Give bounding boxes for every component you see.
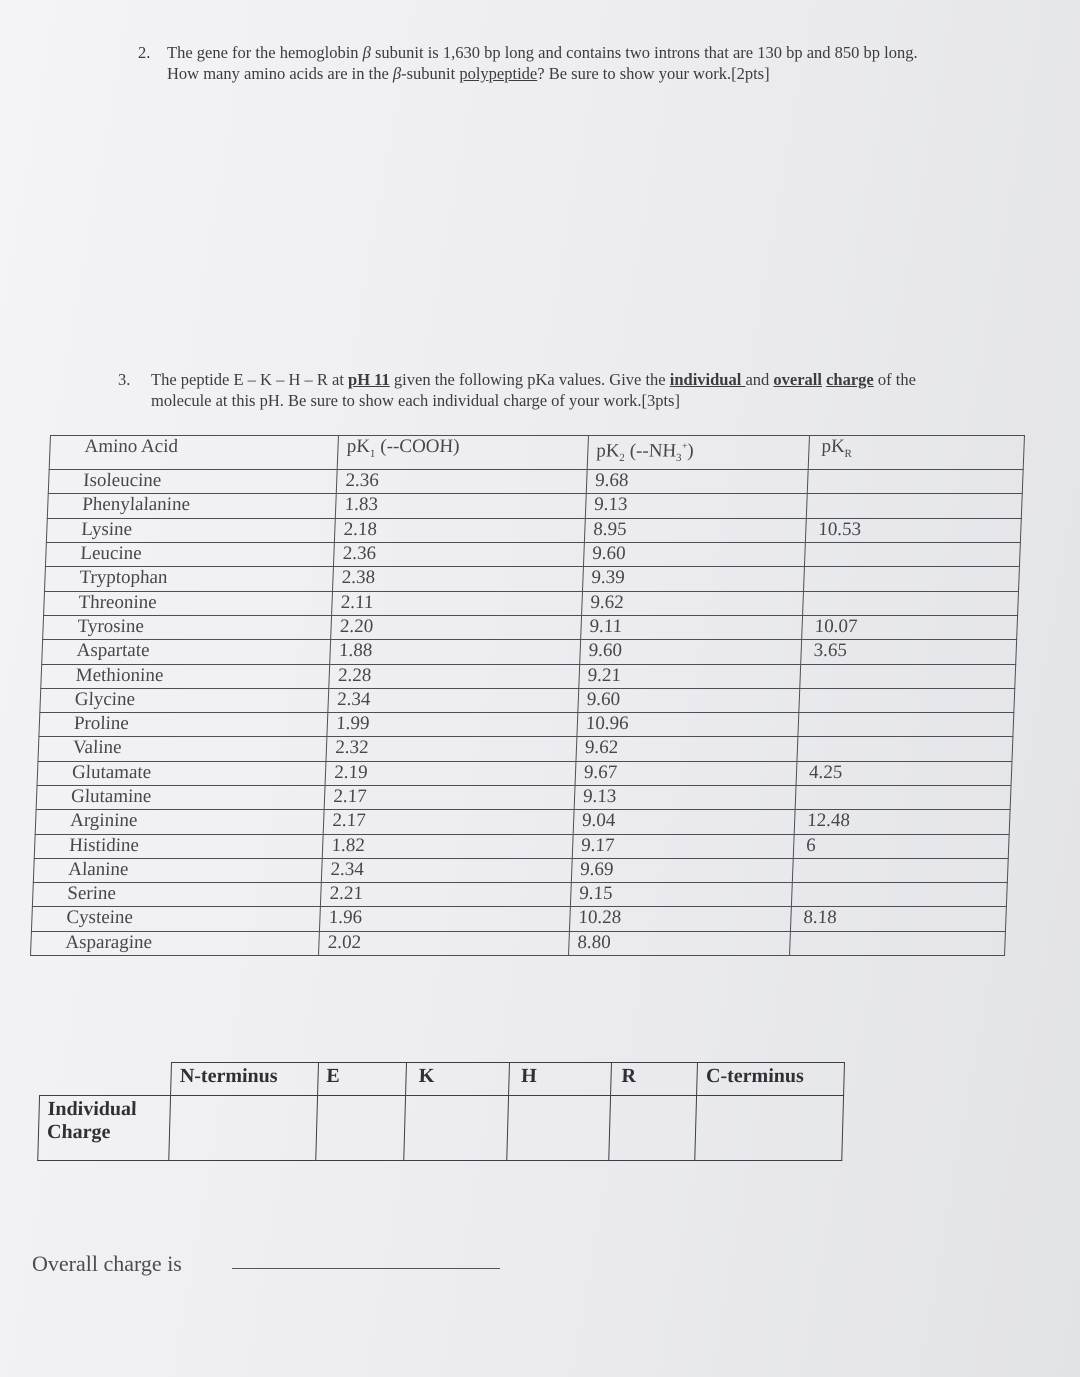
pkr-cell (798, 713, 1014, 737)
table-row (46, 518, 1021, 542)
amino-acid-cell: Arginine (35, 810, 324, 834)
amino-acid-cell: Glutamate (37, 761, 326, 785)
pkr-cell: 3.65 (801, 640, 1017, 664)
amino-acid-cell: Valine (38, 737, 327, 761)
table-row (44, 591, 1019, 615)
table-row (32, 883, 1007, 907)
pk1-cell: 2.28 (329, 664, 580, 688)
pk1-cell: 2.17 (324, 785, 575, 809)
overall-charge-answer-line[interactable] (232, 1268, 500, 1269)
overall-charge-label: Overall charge is (32, 1251, 182, 1276)
pk1-cell: 2.36 (334, 543, 585, 567)
residue-e-header: E (317, 1063, 406, 1096)
amino-acid-cell: Alanine (33, 858, 322, 882)
pk1-cell: 2.17 (323, 810, 574, 834)
pk2-cell: 9.62 (576, 737, 798, 761)
n-terminus-charge-cell[interactable] (169, 1096, 317, 1161)
amino-acid-cell: Lysine (46, 518, 335, 542)
pk2-cell: 9.13 (585, 494, 807, 518)
pkr-cell (790, 931, 1006, 955)
question-3 (118, 369, 978, 411)
amino-acid-cell: Glutamine (36, 785, 325, 809)
pkr-cell: 4.25 (796, 761, 1012, 785)
pk1-cell: 1.88 (330, 640, 581, 664)
pk2-cell: 9.13 (574, 785, 796, 809)
pkr-cell (797, 737, 1013, 761)
amino-acid-cell: Methionine (41, 664, 330, 688)
table-row (40, 688, 1015, 712)
amino-acid-cell: Leucine (45, 543, 334, 567)
pk2-cell: 9.15 (570, 883, 792, 907)
pk1-cell: 2.20 (331, 615, 582, 639)
amino-acid-cell: Phenylalanine (47, 494, 336, 518)
pk1-cell: 1.82 (323, 834, 574, 858)
pkr-cell: 6 (793, 834, 1009, 858)
question-2 (138, 42, 938, 84)
question-text: The gene for the hemoglobin β subunit is 1,630 bp long and contains two introns that are 130 bp and 850 bp long. How many amino acids are in the β-subunit polypeptide? Be sure to show your work.[2pts] (167, 43, 918, 83)
pkr-cell: 12.48 (794, 810, 1010, 834)
pk1-cell: 1.99 (327, 713, 578, 737)
pkr-cell (791, 883, 1007, 907)
question-number: 3. (118, 370, 131, 389)
table-row (38, 737, 1013, 761)
pkr-cell (803, 591, 1019, 615)
table-header-row (49, 436, 1024, 470)
amino-acid-cell: Histidine (34, 834, 323, 858)
question-number: 2. (138, 43, 151, 62)
table-row (34, 834, 1009, 858)
pk2-cell: 8.80 (568, 931, 790, 955)
table-row (43, 615, 1018, 639)
table-row (39, 713, 1014, 737)
residue-k-charge-cell[interactable] (404, 1096, 508, 1161)
amino-acid-cell: Threonine (44, 591, 333, 615)
pk1-cell: 2.34 (322, 858, 573, 882)
amino-acid-cell: Aspartate (42, 640, 331, 664)
pk1-cell: 2.34 (328, 688, 579, 712)
table-row (31, 907, 1006, 931)
table-row (48, 470, 1023, 494)
table-row (36, 785, 1011, 809)
empty-corner-cell (40, 1063, 172, 1096)
table-row (47, 494, 1022, 518)
table-row (42, 640, 1017, 664)
pkr-cell (799, 688, 1015, 712)
pk2-cell: 9.60 (580, 640, 802, 664)
pk2-cell: 9.67 (575, 761, 797, 785)
pk1-cell: 2.32 (326, 737, 577, 761)
pk1-cell: 1.96 (320, 907, 571, 931)
amino-acid-cell: Tryptophan (45, 567, 334, 591)
pka-values-table (30, 435, 1025, 956)
header-pkr: $pK_R$ (808, 436, 1024, 470)
residue-r-charge-cell[interactable] (609, 1096, 697, 1161)
pk1-cell: 2.38 (333, 567, 584, 591)
header-pk1: $pK_1$ (--COOH) (337, 436, 588, 470)
residue-e-charge-cell[interactable] (315, 1096, 405, 1161)
pk1-cell: 2.11 (332, 591, 583, 615)
pkr-cell: 10.53 (805, 518, 1021, 542)
c-terminus-charge-cell[interactable] (695, 1096, 843, 1161)
amino-acid-cell: Serine (32, 883, 321, 907)
question-text: The peptide E – K – H – R at pH 11 given the following pKa values. Give the individual and overall charge of the molecule at this pH. Be sure to show each individual charge of your work.[3pts] (151, 370, 916, 410)
individual-charge-label: Individual Charge (38, 1096, 171, 1161)
pk1-cell: 2.36 (337, 470, 588, 494)
pk2-cell: 9.62 (582, 591, 804, 615)
amino-acid-cell: Asparagine (31, 931, 320, 955)
c-terminus-header: C-terminus (697, 1063, 844, 1096)
table-row (41, 664, 1016, 688)
pk2-cell: 9.17 (572, 834, 794, 858)
n-terminus-header: N-terminus (171, 1063, 318, 1096)
pkr-cell (795, 785, 1011, 809)
amino-acid-cell: Proline (39, 713, 328, 737)
table-row (37, 761, 1012, 785)
pk2-cell: 8.95 (584, 518, 806, 542)
individual-charge-row (38, 1096, 844, 1161)
residue-h-charge-cell[interactable] (506, 1096, 610, 1161)
pkr-cell (807, 470, 1023, 494)
pk2-cell: 9.04 (573, 810, 795, 834)
pk2-cell: 9.21 (579, 664, 801, 688)
header-amino-acid: Amino Acid (49, 436, 339, 470)
pk2-cell: 9.60 (578, 688, 800, 712)
pkr-cell (804, 543, 1020, 567)
pkr-cell (804, 567, 1020, 591)
residue-h-header: H (508, 1063, 611, 1096)
table-row (31, 931, 1006, 955)
pk1-cell: 2.18 (335, 518, 586, 542)
pk2-cell: 9.11 (581, 615, 803, 639)
pkr-cell: 10.07 (802, 615, 1018, 639)
pkr-cell (800, 664, 1016, 688)
pkr-cell: 8.18 (790, 907, 1006, 931)
table-row (33, 858, 1008, 882)
amino-acid-cell: Glycine (40, 688, 329, 712)
pk2-cell: 9.60 (583, 543, 805, 567)
charge-table (37, 1062, 845, 1161)
table-row (45, 543, 1020, 567)
pk1-cell: 2.21 (321, 883, 572, 907)
table-row (35, 810, 1010, 834)
pk1-cell: 2.19 (325, 761, 576, 785)
amino-acid-cell: Tyrosine (43, 615, 332, 639)
pk2-cell: 10.96 (577, 713, 799, 737)
pk2-cell: 9.39 (582, 567, 804, 591)
pk2-cell: 9.69 (571, 858, 793, 882)
table-row (45, 567, 1020, 591)
header-pk2: $pK_2$ $(--NH_3^+)$ (587, 436, 809, 470)
amino-acid-cell: Cysteine (31, 907, 320, 931)
amino-acid-cell: Isoleucine (48, 470, 337, 494)
pk2-cell: 9.68 (586, 470, 808, 494)
pk2-cell: 10.28 (569, 907, 791, 931)
residue-r-header: R (611, 1063, 698, 1096)
pk1-cell: 1.83 (336, 494, 587, 518)
residue-k-header: K (406, 1063, 509, 1096)
pk1-cell: 2.02 (319, 931, 570, 955)
pkr-cell (792, 858, 1008, 882)
pkr-cell (806, 494, 1022, 518)
charge-header-row (40, 1063, 845, 1096)
